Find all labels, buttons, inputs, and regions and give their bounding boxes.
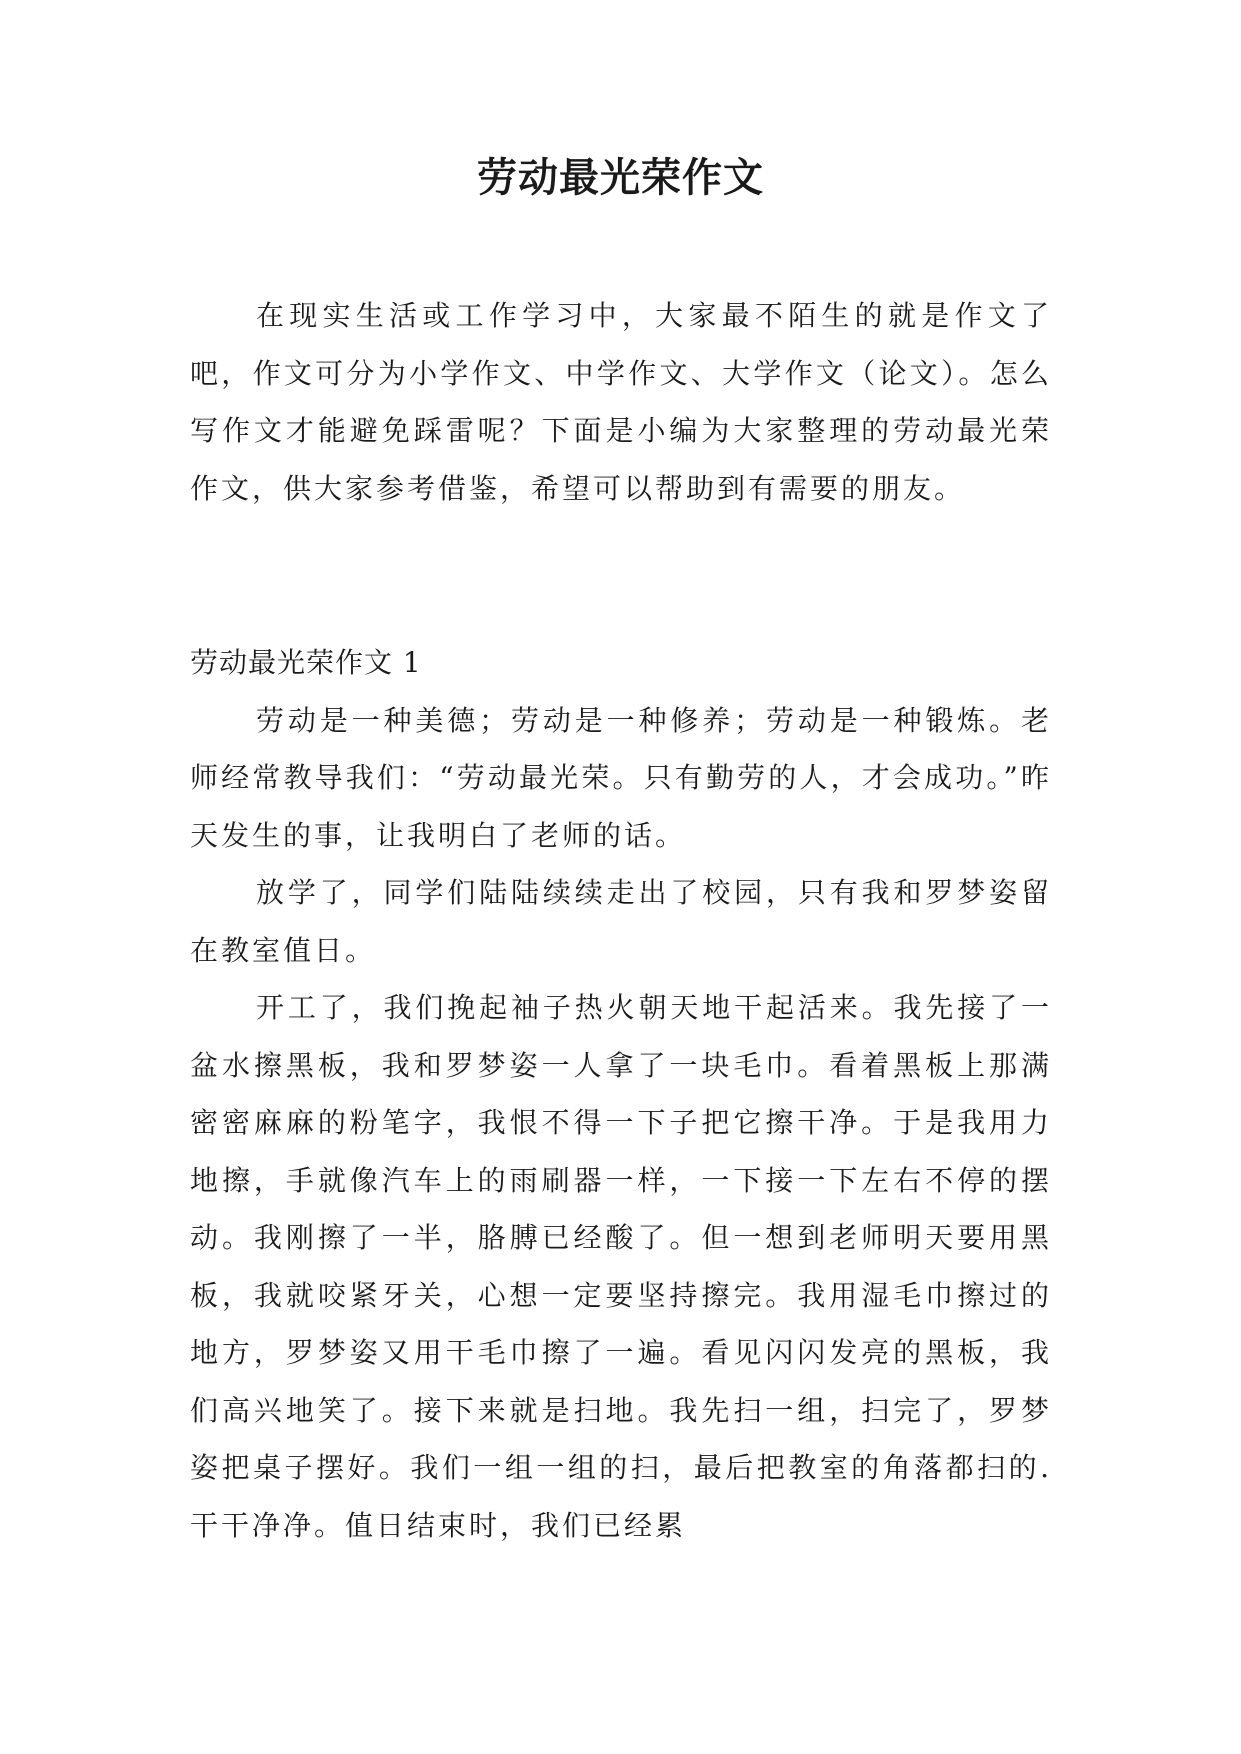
essay-section <box>190 634 1052 1554</box>
essay-paragraph-2: 放学了，同学们陆陆续续走出了校园，只有我和罗梦姿留在教室值日。 <box>190 876 1052 967</box>
intro-section <box>190 287 1052 517</box>
essay-paragraph-3: 开工了，我们挽起袖子热火朝天地干起活来。我先接了一盆水擦黑板，我和罗梦姿一人拿了一块毛巾。看着黑板上那满密密麻麻的粉笔字，我恨不得一下子把它擦干净。于是我用力地擦，手就像汽车上的雨刷器一样，一下接一下左右不停的摆动。我刚擦了一半，胳膊已经酸了。但一想到老师明天要用黑板，我就咬紧牙关，心想一定要坚持擦完。我用湿毛巾擦过的地方，罗梦姿又用干毛巾擦了一遍。看见闪闪发亮的黑板，我们高兴地笑了。接下来就是扫地。我先扫一组，扫完了，罗梦姿把桌子摆好。我们一组一组的扫，最后把教室的角落都扫的.干干净净。值日结束时，我们已经累 <box>190 991 1052 1542</box>
document-title: 劳动最光荣作文 <box>477 155 764 201</box>
section-heading: 劳动最光荣作文 1 <box>190 646 422 679</box>
essay-paragraph-1: 劳动是一种美德；劳动是一种修养；劳动是一种锻炼。老师经常教导我们：“劳动最光荣。只有勤劳的人，才会成功。”昨天发生的事，让我明白了老师的话。 <box>190 703 1052 852</box>
intro-paragraph: 在现实生活或工作学习中，大家最不陌生的就是作文了吧，作文可分为小学作文、中学作文、大学作文（论文）。怎么写作文才能避免踩雷呢？下面是小编为大家整理的劳动最光荣作文，供大家参考借鉴，希望可以帮助到有需要的朋友。 <box>190 299 1052 505</box>
